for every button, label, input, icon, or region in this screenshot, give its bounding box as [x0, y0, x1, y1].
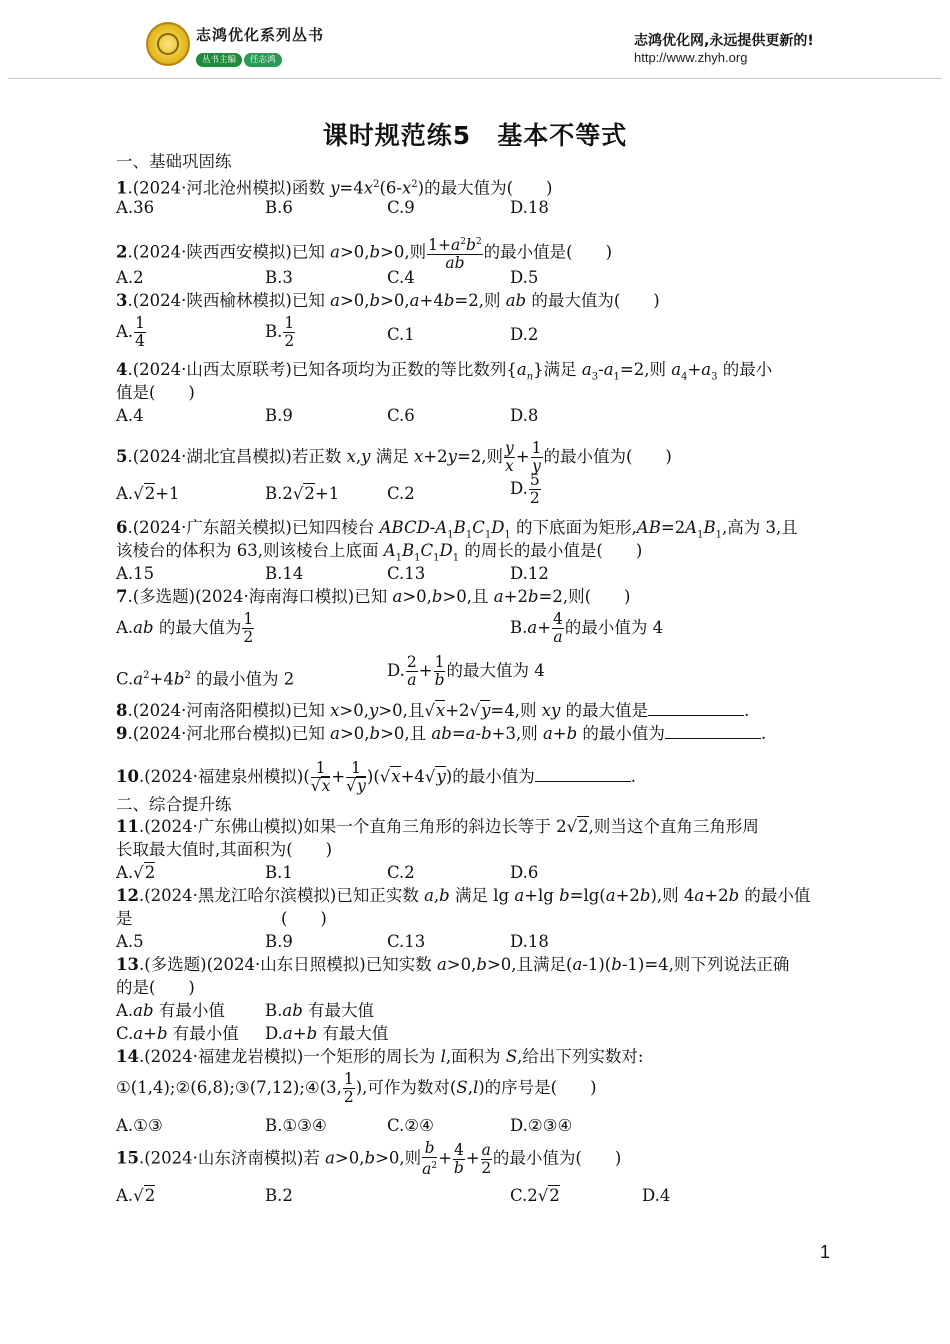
q11-option-c: C.2	[387, 863, 415, 882]
q7-option-d: D. $\frac{2}{a}$ + $\frac{1}{b}$ 的最大值为 4	[387, 653, 545, 689]
question-4-line2: 值是( )	[116, 383, 195, 402]
q12-option-d: D.18	[510, 932, 549, 951]
q4-option-b: B.9	[265, 406, 293, 425]
q13-option-d: D.a+b 有最大值	[265, 1024, 389, 1043]
q6-option-c: C.13	[387, 564, 426, 583]
section-heading-1: 一、基础巩固练	[116, 152, 232, 171]
q13-option-a: A.ab 有最小值	[116, 1001, 225, 1020]
q1-option-a: A.36	[116, 198, 155, 217]
question-8: 8.(2024·河南洛阳模拟)已知 x>0,y>0,且√x+2√y=4,则 xy 的最大值是 .	[116, 701, 750, 720]
q3-option-a: A. $\frac{1}{4}$	[116, 314, 146, 350]
page-number: 1	[820, 1242, 831, 1262]
q1-option-b: B.6	[265, 198, 293, 217]
slogan: 志鸿优化网,永远提供更新的!	[634, 33, 814, 49]
q5-option-a: A.√2+1	[116, 484, 180, 503]
q5-option-c: C.2	[387, 484, 415, 503]
q15-option-c: C.2√2	[510, 1186, 560, 1205]
q13-option-c: C.a+b 有最小值	[116, 1024, 239, 1043]
question-10: 10.(2024·福建泉州模拟)( $\frac{1}{√x}$ + $\frac{1}{√y}$ )(√x+4√y)的最小值为 .	[116, 759, 636, 795]
q13-option-b: B.ab 有最大值	[265, 1001, 375, 1020]
series-logo-icon	[146, 22, 190, 66]
q6-option-d: D.12	[510, 564, 549, 583]
site-url[interactable]: http://www.zhyh.org	[634, 50, 748, 65]
q15-option-b: B.2	[265, 1186, 293, 1205]
q4-option-d: D.8	[510, 406, 539, 425]
q15-option-a: A.√2	[116, 1186, 156, 1205]
q3-option-d: D.2	[510, 325, 539, 344]
question-6-line2: 该棱台的体积为 63,则该棱台上底面 $A_1B_1C_1D_1$ 的周长的最小值是( )	[116, 541, 643, 564]
question-11: 11.(2024·广东佛山模拟)如果一个直角三角形的斜边长等于 2√2,则当这个直角三角形周	[116, 817, 759, 836]
q15-option-d: D.4	[642, 1186, 671, 1205]
page-title: 课时规范练5 基本不等式	[322, 121, 628, 150]
question-3: 3.(2024·陕西榆林模拟)已知 a>0,b>0,a+4b=2,则 ab 的最大值为( )	[116, 291, 660, 310]
question-6: 6.(2024·广东韶关模拟)已知四棱台 ABCD-$A_1B_1C_1D_1$ 的下底面为矩形$,AB=2A_1B_1$,高为 3,且	[116, 518, 798, 541]
question-13: 13.(多选题)(2024·山东日照模拟)已知实数 a>0,b>0,且满足(a-1)(b-1)=4,则下列说法正确	[116, 955, 790, 974]
q4-option-c: C.6	[387, 406, 415, 425]
q2-option-b: B.3	[265, 268, 293, 287]
q14-option-c: C.②④	[387, 1116, 434, 1135]
question-1: 1.(2024·河北沧州模拟)函数 $y=4x^2(6-x^2)$的最大值为( )	[116, 178, 553, 198]
q1-option-d: D.18	[510, 198, 549, 217]
q5-option-b: B.2√2+1	[265, 484, 340, 503]
question-12-line2: 是 ( )	[116, 909, 327, 928]
q6-option-a: A.15	[116, 564, 155, 583]
question-12: 12.(2024·黑龙江哈尔滨模拟)已知正实数 a,b 满足 lg a+lg b=lg(a+2b),则 4a+2b 的最小值	[116, 886, 811, 905]
q7-option-a: A.ab 的最大值为 $\frac{1}{2}$	[116, 610, 254, 646]
question-11-line2: 长取最大值时,其面积为( )	[116, 840, 333, 859]
q14-option-b: B.①③④	[265, 1116, 327, 1135]
header-divider	[8, 78, 942, 79]
q14-option-a: A.①③	[116, 1116, 163, 1135]
q7-option-c: $C.a^2+4b^2$ 的最小值为 2	[116, 669, 295, 689]
q6-option-b: B.14	[265, 564, 304, 583]
question-14: 14.(2024·福建龙岩模拟)一个矩形的周长为 l,面积为 S,给出下列实数对:	[116, 1047, 644, 1066]
q5-option-d: D. $\frac{5}{2}$	[510, 471, 540, 507]
question-13-line2: 的是( )	[116, 978, 195, 997]
q11-option-d: D.6	[510, 863, 539, 882]
series-tags	[196, 47, 282, 65]
q14-option-d: D.②③④	[510, 1116, 573, 1135]
q2-option-d: D.5	[510, 268, 539, 287]
section-heading-2: 二、综合提升练	[116, 795, 232, 814]
question-15: 15.(2024·山东济南模拟)若 a>0,b>0,则 $\frac{b}{a^2}$ + $\frac{4}{b}$ + $\frac{a}{2}$ 的最小值为( )	[116, 1139, 622, 1179]
q3-option-b: B. $\frac{1}{2}$	[265, 314, 295, 350]
q12-option-b: B.9	[265, 932, 293, 951]
q11-option-a: A.√2	[116, 863, 156, 882]
q2-option-a: A.2	[116, 268, 144, 287]
q11-option-b: B.1	[265, 863, 293, 882]
q4-option-a: A.4	[116, 406, 144, 425]
question-5: 5.(2024·湖北宜昌模拟)若正数 x,y 满足 x+2y=2,则 $\frac{y}{x}$ + $\frac{1}{y}$ 的最小值为( )	[116, 439, 672, 475]
question-2: 2.(2024·陕西西安模拟)已知 a>0,b>0,则 $\frac{1+a^2b^2}{ab}$ 的最小值是( )	[116, 234, 612, 272]
question-4: 4.(2024·山西太原联考)已知各项均为正数的等比数列$\{a_n\}$满足 $a_3-a_1=2$,则 $a_4+a_3$ 的最小	[116, 360, 773, 383]
q12-option-c: C.13	[387, 932, 426, 951]
q12-option-a: A.5	[116, 932, 144, 951]
tag-editor: 丛书主编	[196, 53, 242, 67]
q3-option-c: C.1	[387, 325, 415, 344]
q1-option-c: C.9	[387, 198, 415, 217]
q2-option-c: C.4	[387, 268, 415, 287]
question-14-line2: ①(1,4);②(6,8);③(7,12);④(3, $\frac{1}{2}$ ),可作为数对(S,l)的序号是( )	[116, 1070, 597, 1106]
tag-name: 任志鸿	[244, 53, 282, 67]
series-title: 志鸿优化系列丛书	[196, 26, 325, 44]
question-9: 9.(2024·河北邢台模拟)已知 a>0,b>0,且 ab=a-b+3,则 a+b 的最小值为 .	[116, 724, 767, 743]
page-header	[0, 0, 950, 82]
q7-option-b: B.a+ $\frac{4}{a}$ 的最小值为 4	[510, 610, 664, 646]
question-7: 7.(多选题)(2024·海南海口模拟)已知 a>0,b>0,且 a+2b=2,则( )	[116, 587, 631, 606]
